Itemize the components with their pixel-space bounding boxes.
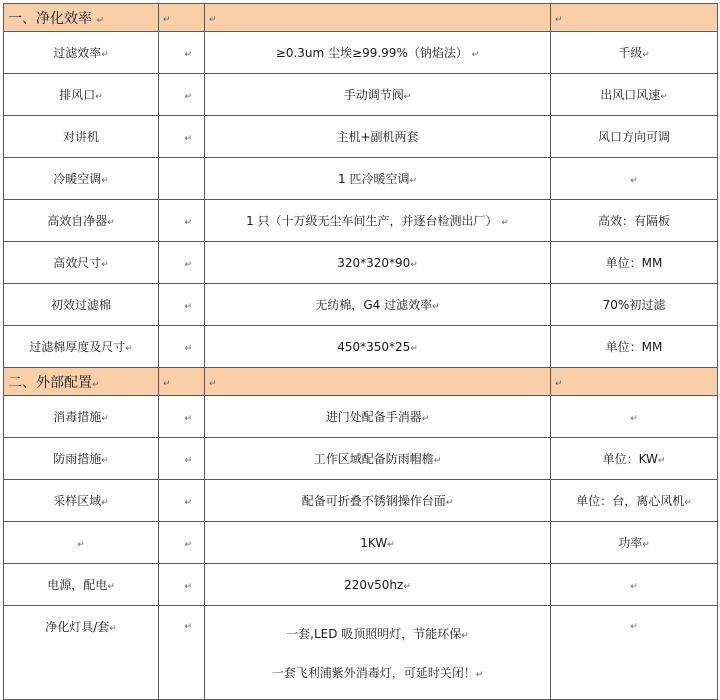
paragraph-mark-icon: ↵ (471, 50, 480, 60)
paragraph-mark-icon: ↵ (101, 456, 109, 466)
paragraph-mark-icon: ↵ (555, 378, 563, 389)
paragraph-mark-icon: ↵ (501, 218, 509, 228)
paragraph-mark-icon: ↵ (101, 260, 109, 270)
item-name: 排风口 (59, 88, 96, 102)
section-title-cell (4, 4, 159, 32)
item-spec: 进门处配备手消器 (325, 410, 422, 424)
item-spec: 220v50hz (344, 577, 404, 592)
paragraph-mark-icon: ↵ (642, 540, 650, 550)
mark-cell (159, 242, 205, 284)
paragraph-mark-icon: ↵ (461, 630, 469, 641)
paragraph-mark-icon: ↵ (184, 259, 192, 270)
item-note: 高效：有隔板 (597, 214, 670, 228)
mark-cell (159, 32, 205, 74)
item-name: 过滤效率 (53, 46, 102, 60)
paragraph-mark-icon: ↵ (184, 343, 192, 354)
section-empty-cell (205, 368, 551, 396)
item-name-cell (4, 606, 159, 700)
paragraph-mark-icon: ↵ (184, 49, 192, 60)
paragraph-mark-icon: ↵ (92, 379, 100, 390)
mark-cell (159, 564, 205, 606)
item-note-cell (551, 564, 718, 606)
paragraph-mark-icon: ↵ (630, 413, 638, 424)
paragraph-mark-icon: ↵ (410, 343, 418, 354)
section-empty-cell (551, 4, 718, 32)
item-spec: 手动调节阀 (343, 88, 404, 102)
item-name: 初效过滤棉 (50, 298, 111, 312)
item-spec-cell (205, 32, 551, 74)
paragraph-mark-icon: ↵ (101, 50, 109, 60)
paragraph-mark-icon: ↵ (101, 176, 109, 186)
item-spec-cell (205, 200, 551, 242)
section-empty-cell (159, 4, 205, 32)
item-spec: 1KW (360, 535, 388, 550)
item-note-cell (551, 396, 718, 438)
paragraph-mark-icon: ↵ (657, 456, 666, 466)
item-note-cell (551, 326, 718, 368)
item-spec-cell (205, 522, 551, 564)
item-note: 单位：MM (605, 340, 663, 354)
paragraph-mark-icon: ↵ (184, 581, 192, 592)
table-row (4, 480, 718, 522)
item-name-cell (4, 158, 159, 200)
section-title: 二、外部配置 (8, 374, 92, 391)
item-spec-cell (205, 284, 551, 326)
item-name: 消毒措施 (53, 410, 102, 424)
item-name: 高效自净器 (47, 214, 108, 228)
mark-cell (159, 74, 205, 116)
item-name: 冷暖空调 (53, 172, 102, 186)
paragraph-mark-icon: ↵ (421, 414, 430, 424)
item-name: 对讲机 (62, 130, 99, 144)
section-empty-cell (159, 368, 205, 396)
mark-cell (159, 116, 205, 158)
item-spec: ≥0.3um 尘埃≥99.99%（钠焰法） (275, 46, 468, 60)
item-note-cell (551, 606, 718, 700)
table-row (4, 74, 718, 116)
item-name: 净化灯具/套 (45, 620, 110, 634)
item-spec-cell (205, 438, 551, 480)
mark-cell (159, 284, 205, 326)
paragraph-mark-icon: ↵ (96, 15, 104, 26)
item-note-cell (551, 158, 718, 200)
paragraph-mark-icon: ↵ (184, 497, 192, 508)
item-name-cell (4, 32, 159, 74)
paragraph-mark-icon: ↵ (409, 176, 417, 186)
paragraph-mark-icon: ↵ (475, 669, 484, 680)
paragraph-mark-icon: ↵ (642, 50, 650, 60)
item-name-cell (4, 522, 159, 564)
item-spec: 1 只（十万级无尘车间生产，并逐台检测出厂） (246, 214, 498, 228)
paragraph-mark-icon: ↵ (445, 498, 454, 508)
paragraph-mark-icon: ↵ (433, 456, 442, 466)
item-spec-line: 一套飞利浦紫外消毒灯，可延时关闭！ (271, 665, 476, 680)
paragraph-mark-icon: ↵ (107, 218, 115, 228)
item-note-cell (551, 480, 718, 522)
table-row (4, 396, 718, 438)
paragraph-mark-icon: ↵ (163, 378, 171, 389)
paragraph-mark-icon: ↵ (209, 378, 217, 389)
item-note: 单位：MM (605, 256, 663, 270)
item-spec-cell (205, 74, 551, 116)
table-row (4, 200, 718, 242)
paragraph-mark-icon: ↵ (432, 302, 440, 312)
mark-cell (159, 438, 205, 480)
item-spec: 1 匹冷暖空调 (338, 172, 410, 186)
table-row (4, 438, 718, 480)
item-note: 功率 (618, 536, 643, 550)
item-spec-cell (205, 326, 551, 368)
item-name-cell (4, 326, 159, 368)
item-name: 防雨措施 (53, 452, 102, 466)
mark-cell (159, 480, 205, 522)
item-note: 单位：台，离心风机 (576, 494, 685, 508)
item-name-cell (4, 396, 159, 438)
paragraph-mark-icon: ↵ (555, 14, 563, 25)
item-name: 高效尺寸 (53, 256, 102, 270)
table-row (4, 116, 718, 158)
item-spec: 工作区域配备防雨帽檐 (313, 452, 434, 466)
item-name-cell (4, 564, 159, 606)
paragraph-mark-icon: ↵ (184, 301, 192, 312)
mark-cell (159, 606, 205, 700)
item-note: 单位：KW (602, 452, 658, 466)
table-row (4, 284, 718, 326)
item-name-cell (4, 74, 159, 116)
paragraph-mark-icon: ↵ (209, 14, 217, 25)
item-name-cell (4, 200, 159, 242)
table-row (4, 606, 718, 700)
paragraph-mark-icon: ↵ (630, 175, 638, 186)
paragraph-mark-icon: ↵ (184, 217, 192, 228)
item-spec: 配备可折叠不锈钢操作台面 (301, 494, 446, 508)
table-row (4, 326, 718, 368)
item-note-cell (551, 438, 718, 480)
paragraph-mark-icon: ↵ (109, 624, 117, 634)
paragraph-mark-icon: ↵ (95, 92, 103, 102)
item-name-cell (4, 284, 159, 326)
paragraph-mark-icon: ↵ (184, 455, 192, 466)
item-note: 风口方向可调 (597, 130, 670, 144)
item-name: 电源，配电 (47, 578, 108, 592)
paragraph-mark-icon: ↵ (107, 582, 115, 592)
item-name: 采样区域 (53, 494, 102, 508)
paragraph-mark-icon: ↵ (101, 498, 109, 508)
item-spec: 450*350*25 (337, 339, 411, 354)
paragraph-mark-icon: ↵ (387, 539, 395, 550)
item-note-cell (551, 74, 718, 116)
table-row (4, 522, 718, 564)
section-empty-cell (205, 4, 551, 32)
paragraph-mark-icon: ↵ (77, 539, 85, 550)
paragraph-mark-icon: ↵ (184, 413, 192, 424)
mark-cell (159, 200, 205, 242)
table-row (4, 564, 718, 606)
paragraph-mark-icon: ↵ (184, 133, 192, 144)
paragraph-mark-icon: ↵ (630, 581, 638, 592)
table-row (4, 242, 718, 284)
item-note: 千级 (618, 46, 643, 60)
paragraph-mark-icon: ↵ (101, 414, 109, 424)
item-spec: 无纺棉，G4 过滤效率 (315, 298, 433, 312)
item-name-cell (4, 480, 159, 522)
item-spec: 主机+副机两套 (336, 130, 419, 144)
item-note-cell (551, 116, 718, 158)
mark-cell (159, 326, 205, 368)
paragraph-mark-icon: ↵ (403, 581, 411, 592)
table-row (4, 158, 718, 200)
section-header-row (4, 4, 718, 32)
item-spec-cell (205, 606, 551, 700)
paragraph-mark-icon: ↵ (125, 344, 133, 354)
paragraph-mark-icon: ↵ (403, 92, 412, 102)
paragraph-mark-icon: ↵ (630, 622, 638, 632)
paragraph-mark-icon: ↵ (660, 92, 668, 102)
item-note: 70%初过滤 (602, 298, 666, 312)
item-spec-cell (205, 480, 551, 522)
paragraph-mark-icon: ↵ (163, 14, 171, 25)
paragraph-mark-icon: ↵ (684, 498, 692, 508)
item-spec-cell (205, 158, 551, 200)
paragraph-mark-icon: ↵ (184, 91, 192, 102)
item-name: 过滤棉厚度及尺寸 (29, 340, 126, 354)
section-empty-cell (551, 368, 718, 396)
item-note-cell (551, 284, 718, 326)
section-header-row (4, 368, 718, 396)
spec-table (3, 3, 718, 700)
item-name-cell (4, 438, 159, 480)
item-note-cell (551, 200, 718, 242)
item-spec-cell (205, 564, 551, 606)
item-spec: 320*320*90 (337, 255, 411, 270)
item-note-cell (551, 242, 718, 284)
item-note-cell (551, 32, 718, 74)
paragraph-mark-icon: ↵ (410, 259, 418, 270)
item-note-cell (551, 522, 718, 564)
item-name-cell (4, 242, 159, 284)
item-spec-line: 一套,LED 吸顶照明灯，节能环保 (286, 626, 462, 641)
paragraph-mark-icon: ↵ (184, 622, 192, 632)
item-name-cell (4, 116, 159, 158)
item-spec-cell (205, 396, 551, 438)
mark-cell (159, 522, 205, 564)
item-note: 出风口风速 (600, 88, 661, 102)
item-spec-cell (205, 242, 551, 284)
table-row (4, 32, 718, 74)
mark-cell (159, 158, 205, 200)
mark-cell (159, 396, 205, 438)
section-title-cell (4, 368, 159, 396)
section-title: 一、净化效率 (8, 10, 92, 27)
paragraph-mark-icon: ↵ (184, 539, 192, 550)
item-spec-cell (205, 116, 551, 158)
